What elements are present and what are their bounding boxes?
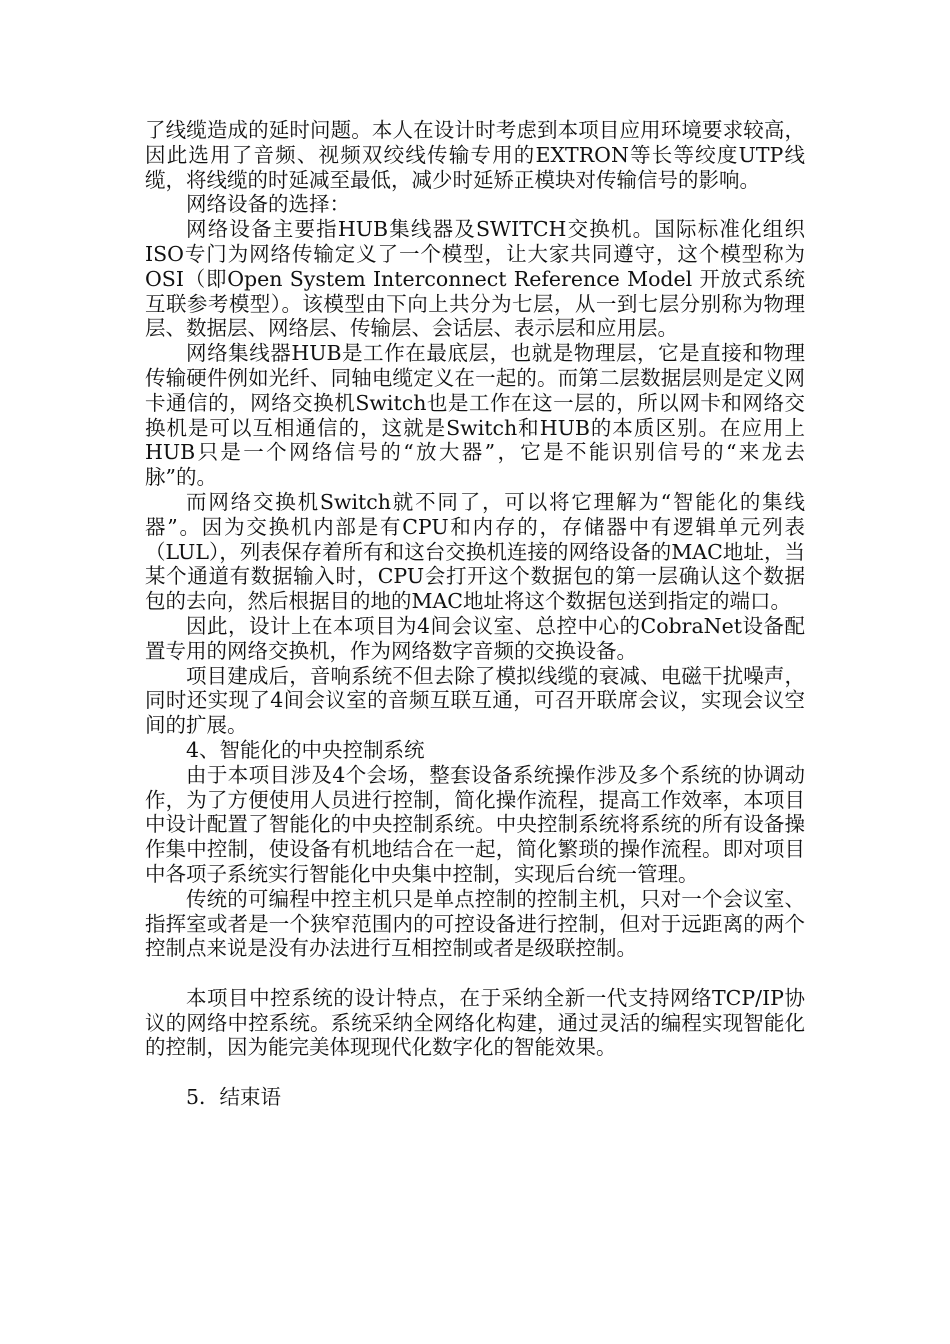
paragraph-cable-delay: 了线缆造成的延时问题。本人在设计时考虑到本项目应用环境要求较高，因此选用了音频、视频双绞线传输专用的EXTRON等长等绞度UTP线缆，将线缆的时延减至最低，减少时延矫正模块对传输信号的影响。 (145, 118, 805, 192)
paragraph-traditional-controller: 传统的可编程中控主机只是单点控制的控制主机，只对一个会议室、指挥室或者是一个狭窄范围内的可控设备进行控制，但对于远距离的两个控制点来说是没有办法进行互相控制或者是级联控制。 (145, 886, 805, 961)
paragraph-cobranet-switch: 因此，设计上在本项目为4间会议室、总控中心的CobraNet设备配置专用的网络交换机，作为网络数字音频的交换设备。 (145, 613, 805, 663)
paragraph-design-features: 本项目中控系统的设计特点，在于采纳全新一代支持网络TCP/IP协议的网络中控系统。系统采纳全网络化构建，通过灵活的编程实现智能化的控制，因为能完美体现现代化数字化的智能效果。 (145, 985, 805, 1060)
paragraph-osi-model: 网络设备主要指HUB集线器及SWITCH交换机。国际标准化组织ISO专门为网络传输定义了一个模型，让大家共同遵守，这个模型称为OSI（即Open System Interconnect Reference Model 开放式系统互联参考模型）。该模型由下向上共分为七层，从一到七层分别称为物理层、数据层、网络层、传输层、会话层、表示层和应用层。 (145, 217, 805, 341)
document-page (145, 118, 805, 1110)
paragraph-hub: 网络集线器HUB是工作在最底层，也就是物理层，它是直接和物理传输硬件例如光纤、同轴电缆定义在一起的。而第二层数据层则是定义网卡通信的，网络交换机Switch也是工作在这一层的，所以网卡和网络交换机是可以互相通信的，这就是Switch和HUB的本质区别。在应用上HUB只是一个网络信号的“放大器”，它是不能识别信号的“来龙去脉”的。 (145, 341, 805, 490)
section-heading-conclusion: 5．结束语 (186, 1085, 282, 1110)
section-heading-central-control: 4、智能化的中央控制系统 (186, 737, 425, 762)
paragraph-central-control-system: 由于本项目涉及4个会场，整套设备系统操作涉及多个系统的协调动作，为了方便使用人员进行控制，简化操作流程，提高工作效率，本项目中设计配置了智能化的中央控制系统。中央控制系统将系统的所有设备操作集中控制，使设备有机地结合在一起，简化繁琐的操作流程。即对项目中各项子系统实行智能化中央集中控制，实现后台统一管理。 (145, 762, 805, 886)
paragraph-switch: 而网络交换机Switch就不同了，可以将它理解为“智能化的集线器”。因为交换机内部是有CPU和内存的，存储器中有逻辑单元列表（LUL），列表保存着所有和这台交换机连接的网络设备的MAC地址，当某个通道有数据输入时，CPU会打开这个数据包的第一层确认这个数据包的去向，然后根据目的地的MAC地址将这个数据包送到指定的端口。 (145, 489, 805, 614)
heading-network-equipment-selection: 网络设备的选择： (186, 192, 350, 217)
paragraph-project-result: 项目建成后，音响系统不但去除了模拟线缆的衰减、电磁干扰噪声，同时还实现了4间会议室的音频互联互通，可召开联席会议，实现会议空间的扩展。 (145, 663, 805, 738)
